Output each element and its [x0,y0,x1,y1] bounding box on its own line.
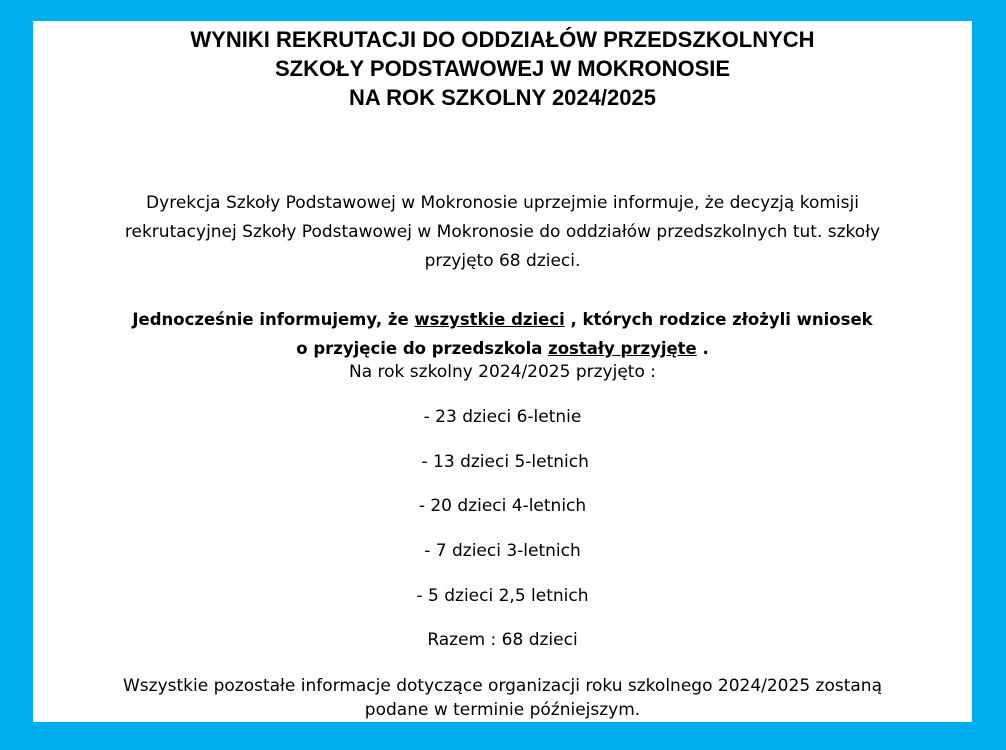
document-title [33,25,972,112]
title-line-2: SZKOŁY PODSTAWOWEJ W MOKRONOSIE [274,56,731,81]
notice-text-2: , których rodzice złożyli wniosek [564,310,873,329]
intro-paragraph [33,189,972,276]
title-line-1: WYNIKI REKRUTACJI DO ODDZIAŁÓW PRZEDSZKOLNYCH [190,27,815,52]
notice-underline-all-children: wszystkie dzieci [414,310,565,329]
intro-line-2: rekrutacyjnej Szkoły Podstawowej w Mokronosie do oddziałów przedszkolnych tut. szkoły [124,222,881,242]
notice-line-1 [33,305,972,334]
admitted-item: - 7 dzieci 3-letnich [424,541,581,561]
footer-line-1: Wszystkie pozostałe informacje dotyczące organizacji roku szkolnego 2024/2025 zostaną [123,676,882,696]
intro-line-1: Dyrekcja Szkoły Podstawowej w Mokronosie uprzejmie informuje, że decyzją komisji [146,193,859,213]
notice-text-1: Jednocześnie informujemy, że [132,310,415,329]
total-line: Razem : 68 dzieci [427,630,578,650]
title-line-3: NA ROK SZKOLNY 2024/2025 [349,85,656,110]
notice-line-2 [33,334,972,363]
footer-line-2: podane w terminie późniejszym. [364,700,641,720]
notice-underline-accepted: zostały przyjęte [548,339,697,358]
admitted-header: Na rok szkolny 2024/2025 przyjęto : [349,362,656,382]
notice-text-3: o przyjęcie do przedszkola [296,339,549,358]
notice-paragraph [33,305,972,363]
notice-sheet [33,21,972,722]
admitted-item: - 13 dzieci 5-letnich [416,452,589,472]
admitted-item: - 23 dzieci 6-letnie [423,407,582,427]
footer-paragraph [33,674,972,722]
notice-text-4: . [696,339,709,358]
intro-line-3: przyjęto 68 dzieci. [424,251,581,271]
admitted-item: - 5 dzieci 2,5 letnich [416,586,589,606]
admitted-item: - 20 dzieci 4-letnich [418,496,587,516]
